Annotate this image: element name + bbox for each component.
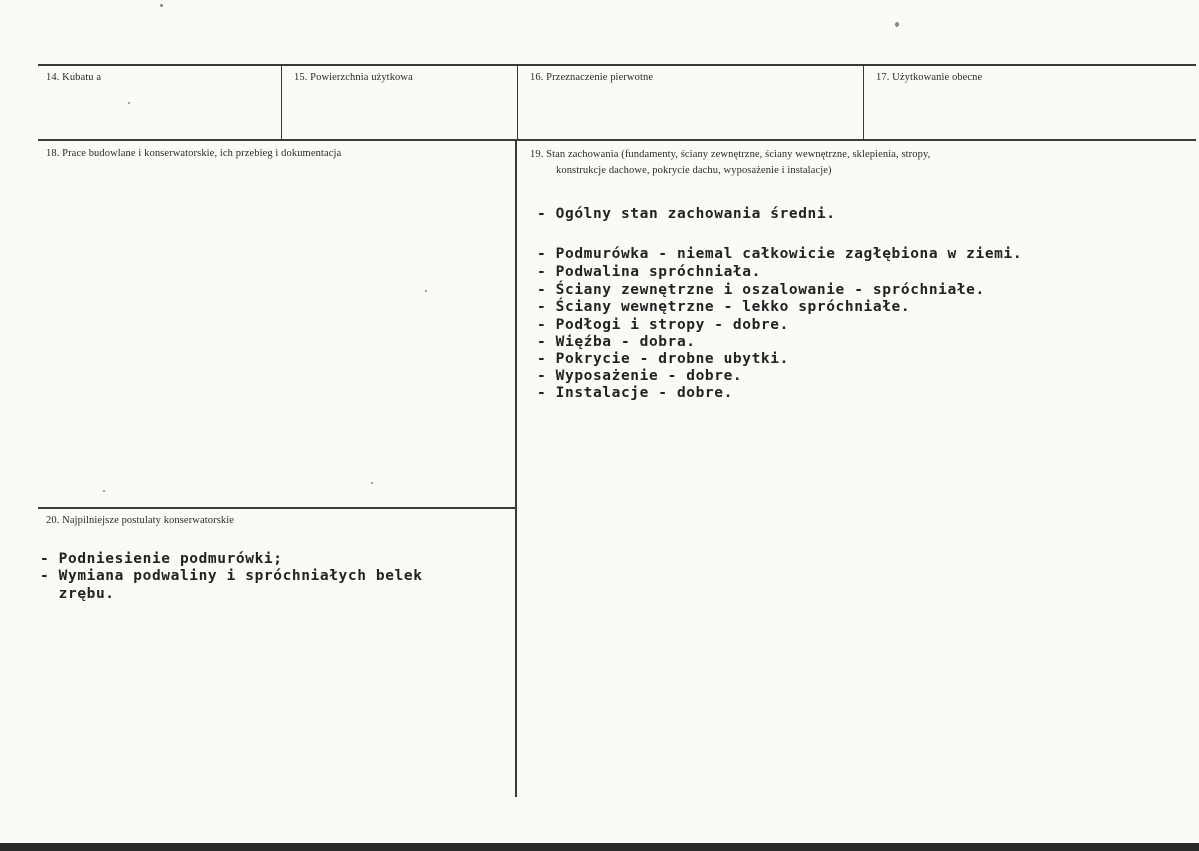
field19-summary: - Ogólny stan zachowania średni. xyxy=(537,206,836,222)
divider-14-15 xyxy=(281,65,282,140)
field19-label-line1: 19. Stan zachowania (fundamenty, ściany zewnętrzne, ściany wewnętrzne, sklepienia, stropy, xyxy=(530,149,931,160)
top-rule xyxy=(38,64,1196,66)
scan-speck xyxy=(128,102,130,104)
divider-15-16 xyxy=(517,65,518,140)
field19-item: - Podmurówka - niemal całkowicie zagłębiona w ziemi. xyxy=(537,246,1023,262)
divider-left-right xyxy=(515,140,517,797)
scan-speck xyxy=(895,22,899,27)
field19-item: - Pokrycie - drobne ubytki. xyxy=(537,351,789,367)
scan-speck xyxy=(160,4,163,7)
field19-label-line2: konstrukcje dachowe, pokrycie dachu, wyposażenie i instalacje) xyxy=(556,165,832,176)
divider-16-17 xyxy=(863,65,864,140)
field18-label: 18. Prace budowlane i konserwatorskie, ich przebieg i dokumentacja xyxy=(46,148,342,159)
field17-label: 17. Użytkowanie obecne xyxy=(876,72,983,83)
field19-item: - Ściany zewnętrzne i oszalowanie - spróchniałe. xyxy=(537,282,985,298)
field20-item: - Podniesienie podmurówki; xyxy=(40,551,283,567)
scan-border xyxy=(0,843,1199,851)
field19-item: - Więźba - dobra. xyxy=(537,334,696,350)
scan-speck xyxy=(371,482,373,484)
field15-label: 15. Powierzchnia użytkowa xyxy=(294,72,413,83)
field19-item: - Instalacje - dobre. xyxy=(537,385,733,401)
field20-item: zrębu. xyxy=(40,586,115,602)
field18-bottom-rule xyxy=(38,507,516,509)
field20-label: 20. Najpilniejsze postulaty konserwatorskie xyxy=(46,515,235,526)
scan-speck xyxy=(425,290,427,292)
field14-label: 14. Kubatu a xyxy=(46,72,102,83)
field16-label: 16. Przeznaczenie pierwotne xyxy=(530,72,654,83)
row1-bottom-rule xyxy=(38,139,1196,141)
field19-item: - Ściany wewnętrzne - lekko spróchniałe. xyxy=(537,299,911,315)
scan-speck xyxy=(103,490,105,492)
field19-item: - Podwalina spróchniała. xyxy=(537,264,761,280)
field19-item: - Wyposażenie - dobre. xyxy=(537,368,743,384)
field19-item: - Podłogi i stropy - dobre. xyxy=(537,317,789,333)
field20-item: - Wymiana podwaliny i spróchniałych belek xyxy=(40,568,423,584)
